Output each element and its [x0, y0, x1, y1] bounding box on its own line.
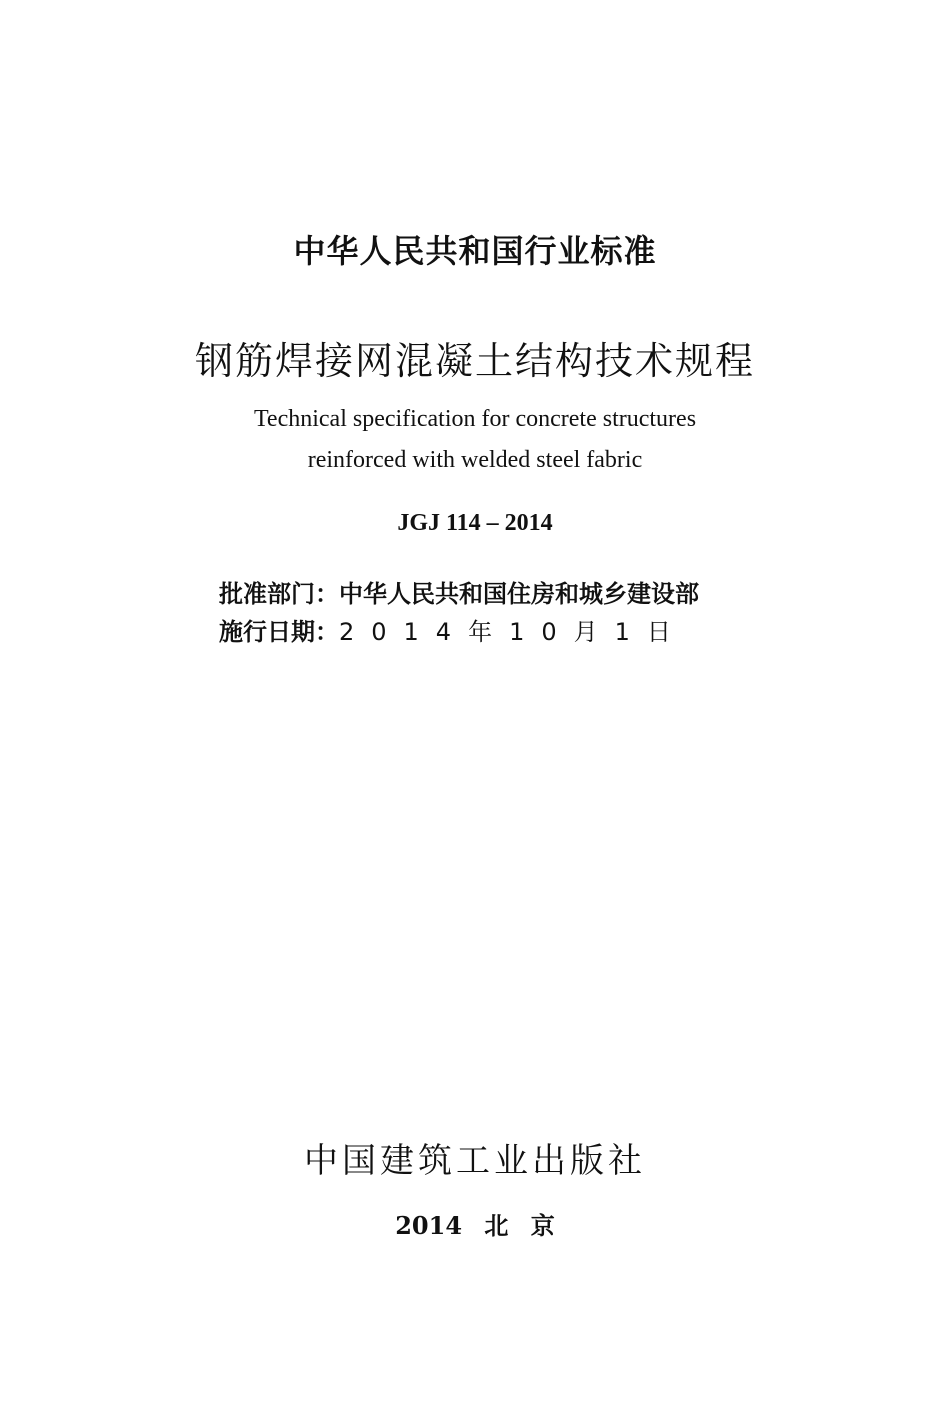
effective-date [219, 612, 779, 647]
standard-category: 中华人民共和国行业标准 [293, 232, 657, 270]
publication-year-place: 2014 北 京 [395, 1211, 555, 1240]
effective-value: 2014年10月1日 [339, 618, 688, 646]
document-title-cn: 钢筋焊接网混凝土结构技术规程 [194, 339, 755, 383]
effective-label: 施行日期： [219, 618, 339, 646]
standard-code: JGJ 114 – 2014 [397, 510, 553, 536]
approval-value: 中华人民共和国住房和城乡建设部 [339, 580, 699, 608]
approval-authority [219, 574, 779, 609]
approval-label: 批准部门： [219, 580, 339, 608]
document-title-en-line-2: reinforced with welded steel fabric [307, 447, 643, 473]
document-title-en-line-1: Technical specification for concrete structures [253, 406, 697, 432]
publisher-name: 中国建筑工业出版社 [304, 1141, 646, 1181]
